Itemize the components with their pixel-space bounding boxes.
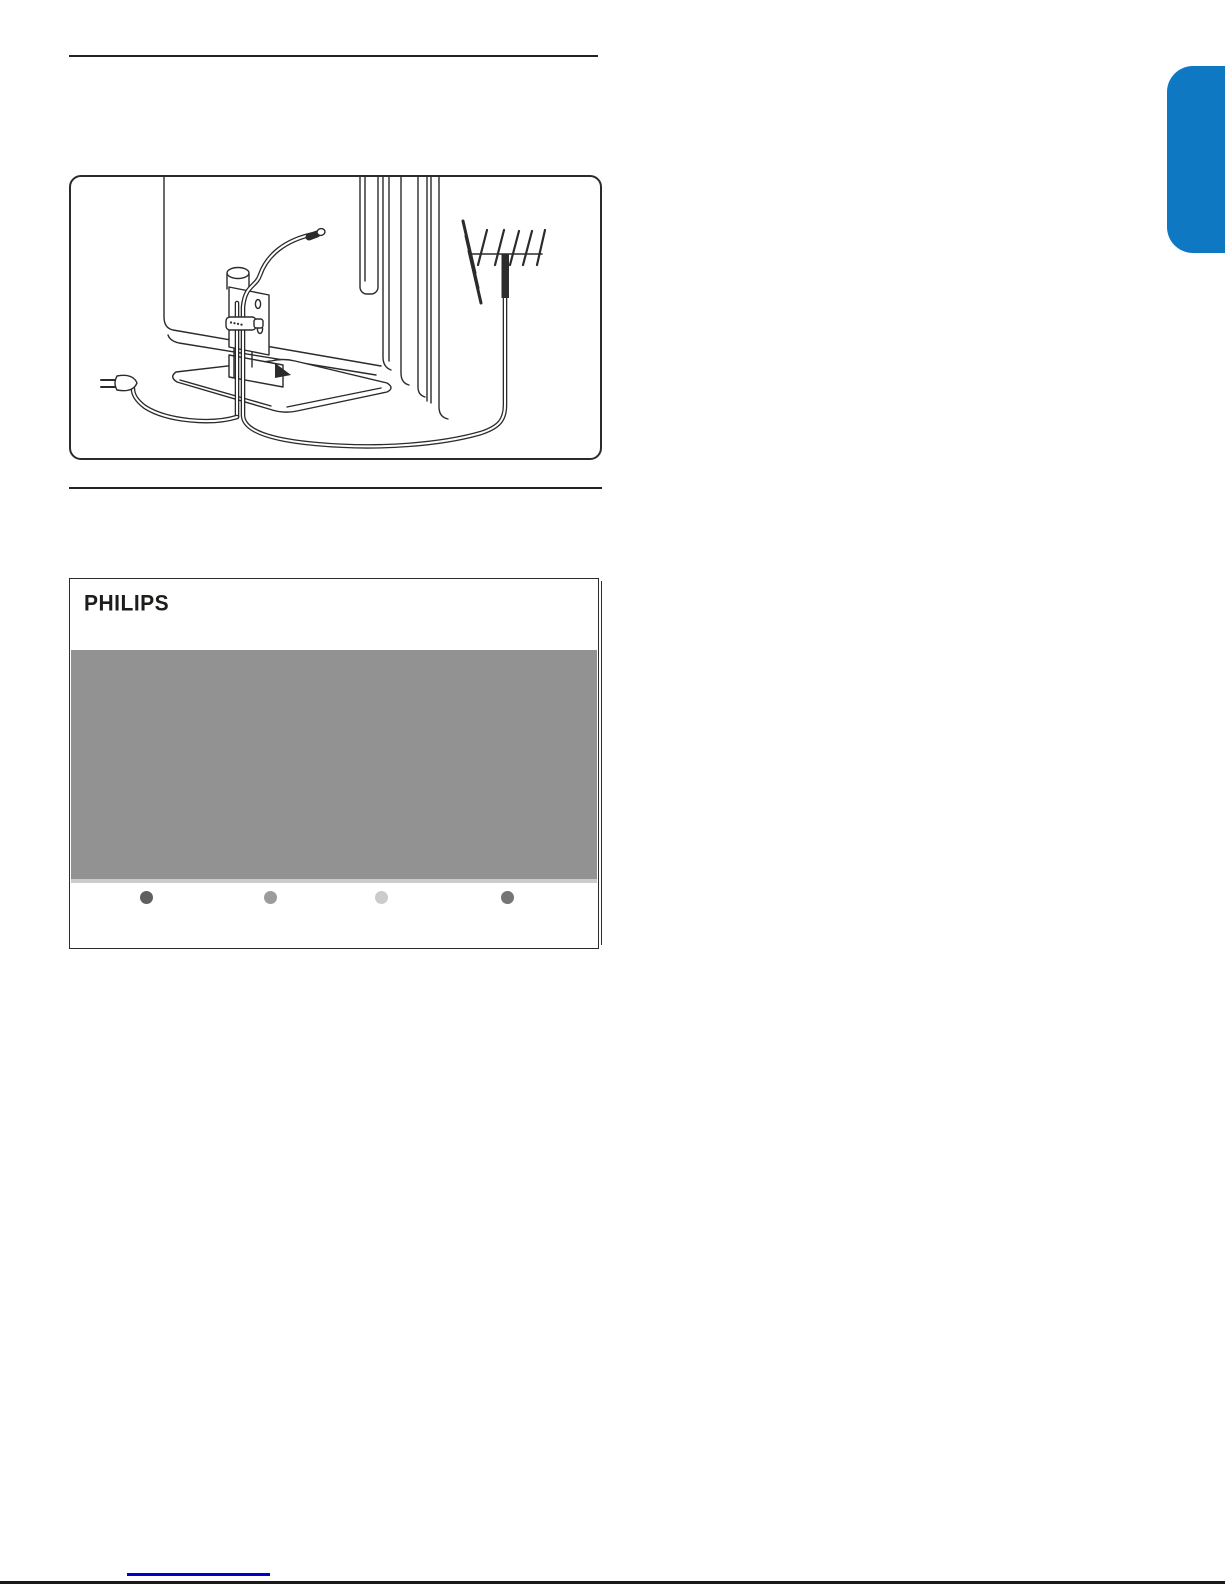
power-cord <box>133 303 237 421</box>
section-rule-mid <box>69 487 602 489</box>
section-rule-top <box>69 55 598 57</box>
chapter-tab <box>1167 66 1225 253</box>
front-button-1 <box>140 891 153 904</box>
antenna-cable <box>243 228 505 447</box>
cable-clip <box>226 317 263 330</box>
front-button-4 <box>501 891 514 904</box>
philips-logo: PHILIPS <box>84 591 170 616</box>
footer-link-underline[interactable] <box>127 1573 270 1576</box>
tv-back-illustration <box>71 177 600 458</box>
front-button-2 <box>264 891 277 904</box>
antenna-icon <box>463 221 545 303</box>
figure-tv-back <box>69 175 602 460</box>
power-plug-icon <box>101 375 137 390</box>
tv-front-side-edge <box>601 581 602 945</box>
speaker-slot <box>360 177 378 294</box>
tv-screen <box>71 650 597 883</box>
page-bottom-edge <box>0 1581 1225 1584</box>
front-button-3 <box>375 891 388 904</box>
tv-stand <box>173 355 391 412</box>
